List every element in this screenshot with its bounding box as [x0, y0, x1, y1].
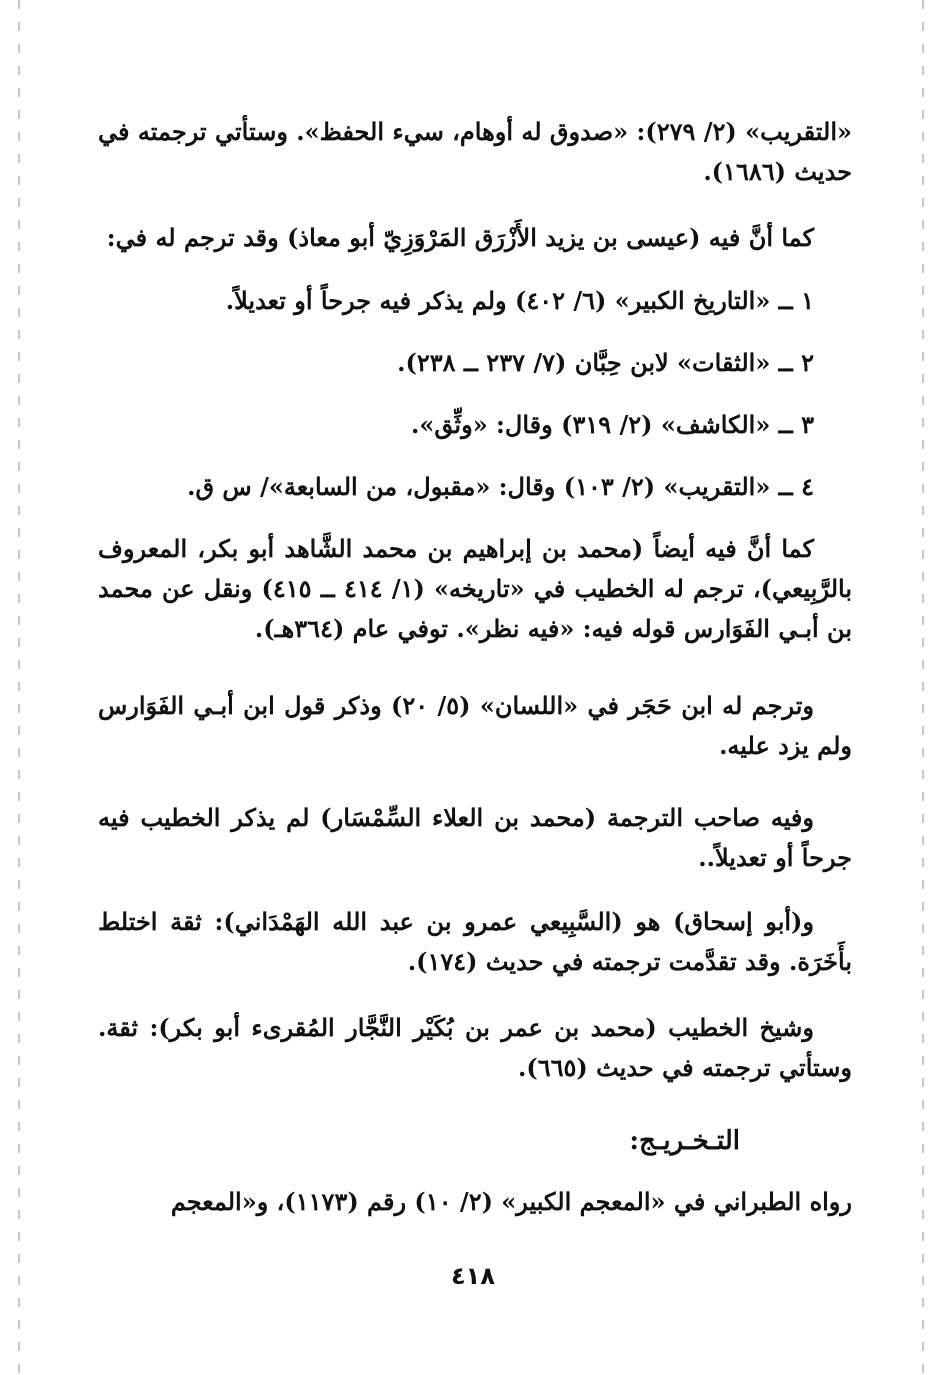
- paragraph-samsar: [98, 798, 852, 878]
- list-item-text: ١ ــ «التاريخ الكبير» (٦/ ٤٠٢) ولم يذكر فيه جرحاً أو تعديلاً.: [225, 286, 814, 315]
- paragraph-text: رواه الطبراني في «المعجم الكبير» (٢/ ١٠) رقم (١١٧٣)، و«المعجم: [170, 1187, 852, 1216]
- list-item-2: [98, 343, 852, 383]
- paragraph-text: «التقريب» (٢/ ٢٧٩): «صدوق له أوهام، سيء الحفظ». وستأتي ترجمته في حديث (١٦٨٦).: [98, 117, 853, 186]
- scan-edge-right: [922, 0, 924, 1375]
- list-item-text: ٣ ــ «الكاشف» (٢/ ٣١٩) وقال: «وثِّق».: [411, 410, 814, 439]
- list-item-3: [98, 405, 852, 445]
- scan-edge-left: [18, 0, 20, 1375]
- paragraph-text: و(أبو إسحاق) هو (السَّبِيعي عمرو بن عبد الله الهَمْدَاني): ثقة اختلط بأَخَرَة. وقد تقدَّمت ترجمته في حديث (١٧٤).: [98, 907, 852, 976]
- paragraph-ibn-hajar: [98, 686, 852, 766]
- list-item-1: [98, 281, 852, 321]
- paragraph-isa-intro: [98, 218, 852, 258]
- paragraph-taqrib-ref: [98, 112, 852, 192]
- paragraph-shaykh-khatib: [98, 1008, 852, 1088]
- paragraph-text: وشيخ الخطيب (محمد بن عمر بن بُكَيْر النَّجَّار المُقرىء أبو بكر): ثقة. وستأتي ترجمته في حديث (٦٦٥).: [98, 1013, 852, 1082]
- paragraph-rabii: [98, 529, 852, 649]
- paragraph-text: كما أنَّ فيه (عيسى بن يزيد الأَزْرَق المَرْوَزِيّ أبو معاذ) وقد ترجم له في:: [106, 223, 814, 252]
- list-item-4: [98, 467, 852, 507]
- paragraph-abu-ishaq: [98, 902, 852, 982]
- paragraph-tabarani: [98, 1182, 852, 1222]
- paragraph-text: كما أنَّ فيه أيضاً (محمد بن إبراهيم بن محمد الشَّاهد أبو بكر، المعروف بالرَّبِيعي)، ترجم له الخطيب في «تاريخه» (١/ ٤١٤ ــ ٤١٥) ونقل عن محمد بن أبـي الفَوَارس قوله فيه: «فيه نظر». توفي عام (٣٦٤هـ).: [98, 534, 853, 643]
- list-item-text: ٢ ــ «الثقات» لابن حِبَّان (٧/ ٢٣٧ ــ ٢٣٨).: [397, 348, 814, 377]
- paragraph-text: وفيه صاحب الترجمة (محمد بن العلاء السِّمْسَار) لم يذكر الخطيب فيه جرحاً أو تعديلاً..: [98, 803, 852, 872]
- list-item-text: ٤ ــ «التقريب» (٢/ ١٠٣) وقال: «مقبول، من السابعة»/ س ق.: [187, 472, 814, 501]
- section-heading-takhrij: التـخـريـج:: [629, 1126, 740, 1156]
- page-number: ٤١٨: [451, 1262, 495, 1290]
- paragraph-text: وترجم له ابن حَجَر في «اللسان» (٥/ ٢٠) وذكر قول ابن أبـي الفَوَارس ولم يزد عليه.: [98, 691, 852, 760]
